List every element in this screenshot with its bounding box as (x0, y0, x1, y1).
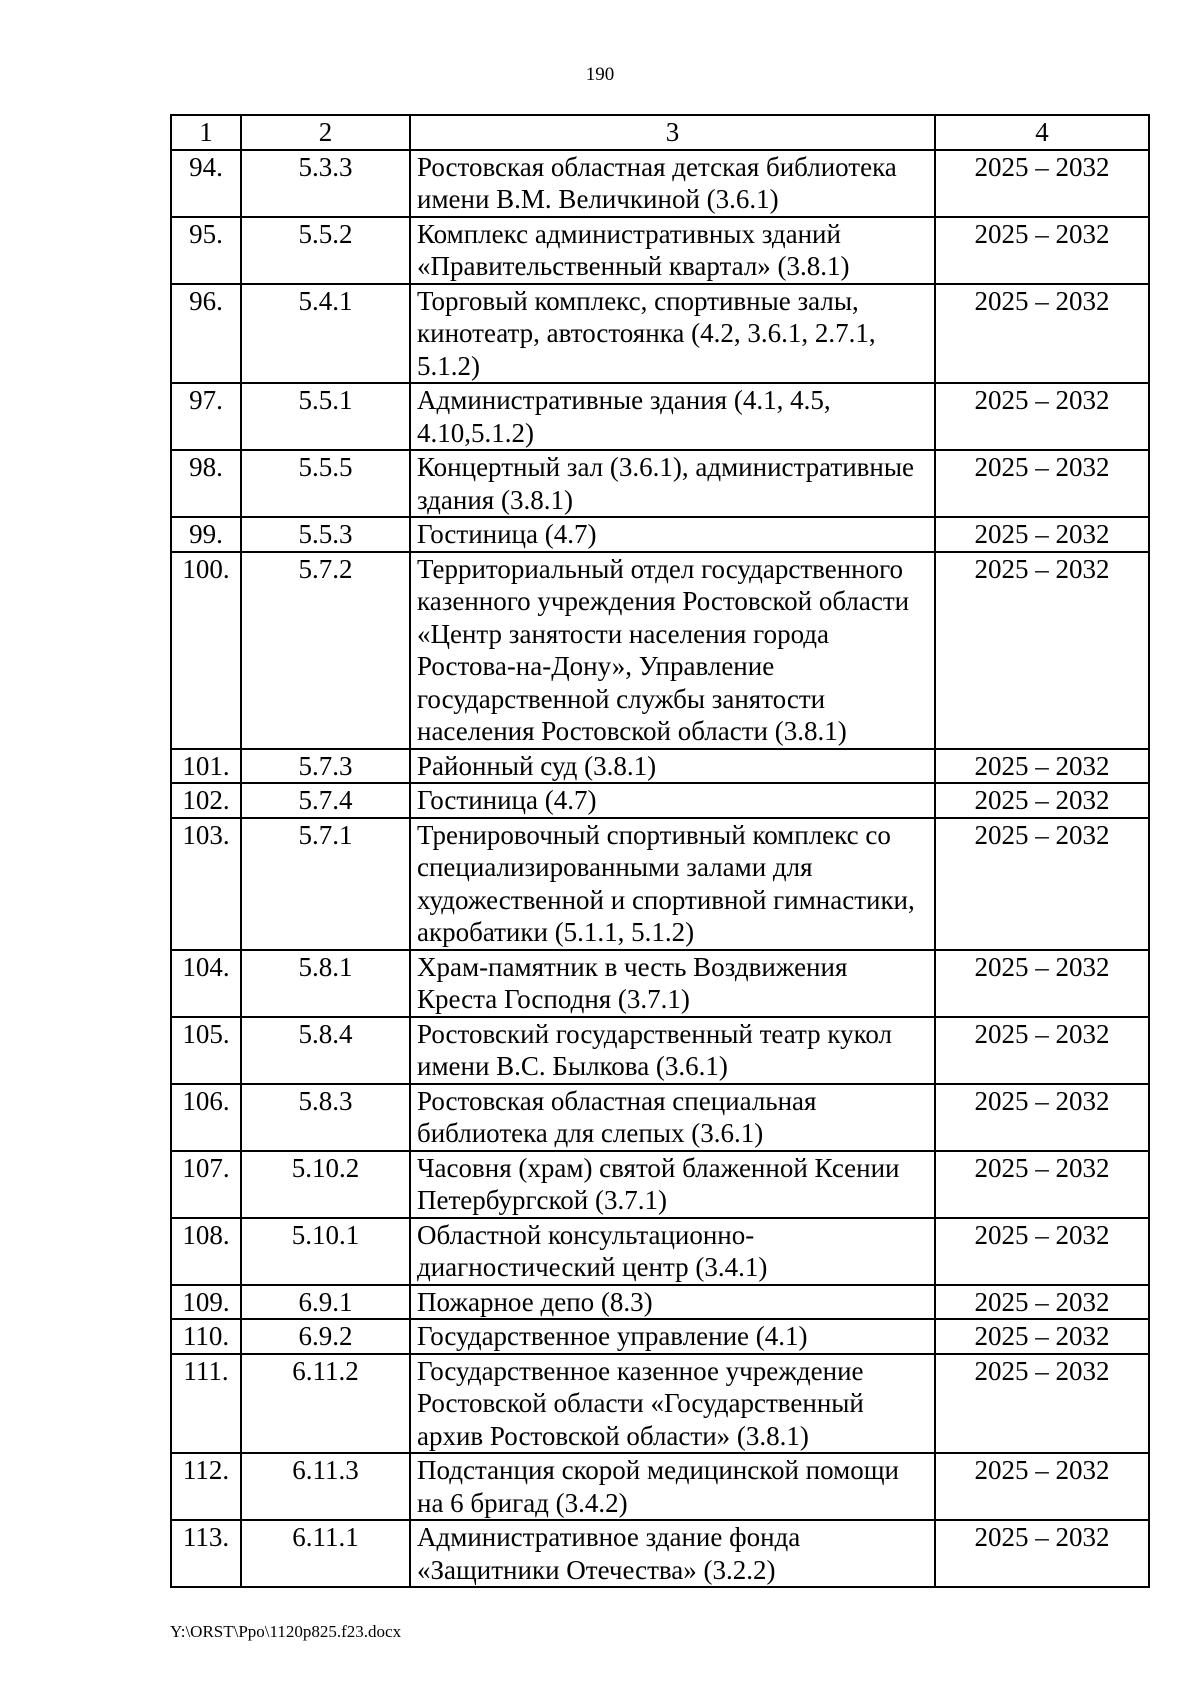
row-number: 112. (171, 1453, 241, 1520)
implementation-period: 2025 – 2032 (935, 552, 1149, 749)
table-row (171, 1017, 1149, 1084)
row-number: 101. (171, 749, 241, 784)
table-row (171, 1354, 1149, 1454)
row-number: 106. (171, 1084, 241, 1151)
table-row (171, 783, 1149, 818)
zone-code: 5.8.1 (241, 950, 410, 1017)
object-name: Подстанция скорой медицинской помощи на 6 бригад (3.4.2) (410, 1453, 935, 1520)
table-row (171, 818, 1149, 950)
row-number: 104. (171, 950, 241, 1017)
implementation-period: 2025 – 2032 (935, 150, 1149, 217)
implementation-period: 2025 – 2032 (935, 517, 1149, 552)
zone-code: 5.5.1 (241, 383, 410, 450)
row-number: 98. (171, 450, 241, 517)
table-row (171, 383, 1149, 450)
object-name: Пожарное депо (8.3) (410, 1285, 935, 1320)
implementation-period: 2025 – 2032 (935, 818, 1149, 950)
object-name: Гостиница (4.7) (410, 517, 935, 552)
row-number: 105. (171, 1017, 241, 1084)
table-row (171, 1520, 1149, 1587)
table-header-row (171, 115, 1149, 150)
table-row (171, 1285, 1149, 1320)
implementation-period: 2025 – 2032 (935, 1319, 1149, 1354)
table-row (171, 1453, 1149, 1520)
implementation-period: 2025 – 2032 (935, 749, 1149, 784)
object-name: Ростовский государственный театр кукол имени В.С. Былкова (3.6.1) (410, 1017, 935, 1084)
implementation-period: 2025 – 2032 (935, 217, 1149, 284)
table-row (171, 1319, 1149, 1354)
row-number: 107. (171, 1151, 241, 1218)
zone-code: 5.5.5 (241, 450, 410, 517)
zone-code: 5.7.4 (241, 783, 410, 818)
zone-code: 5.4.1 (241, 284, 410, 384)
row-number: 96. (171, 284, 241, 384)
implementation-period: 2025 – 2032 (935, 1453, 1149, 1520)
objects-table (170, 114, 1150, 1588)
row-number: 103. (171, 818, 241, 950)
object-name: Торговый комплекс, спортивные залы, кинотеатр, автостоянка (4.2, 3.6.1, 2.7.1, 5.1.2) (410, 284, 935, 384)
implementation-period: 2025 – 2032 (935, 1017, 1149, 1084)
implementation-period: 2025 – 2032 (935, 450, 1149, 517)
table-row (171, 217, 1149, 284)
implementation-period: 2025 – 2032 (935, 950, 1149, 1017)
implementation-period: 2025 – 2032 (935, 284, 1149, 384)
table-row (171, 1218, 1149, 1285)
implementation-period: 2025 – 2032 (935, 383, 1149, 450)
object-name: Комплекс административных зданий «Правительственный квартал» (3.8.1) (410, 217, 935, 284)
table-row (171, 284, 1149, 384)
object-name: Административное здание фонда «Защитники Отечества» (3.2.2) (410, 1520, 935, 1587)
implementation-period: 2025 – 2032 (935, 1151, 1149, 1218)
zone-code: 5.7.3 (241, 749, 410, 784)
object-name: Областной консультационно-диагностический центр (3.4.1) (410, 1218, 935, 1285)
row-number: 99. (171, 517, 241, 552)
object-name: Ростовская областная специальная библиотека для слепых (3.6.1) (410, 1084, 935, 1151)
table-row (171, 552, 1149, 749)
row-number: 109. (171, 1285, 241, 1320)
zone-code: 5.10.2 (241, 1151, 410, 1218)
object-name: Тренировочный спортивный комплекс со специализированными залами для художественной и спортивной гимнастики, акробатики (5.1.1, 5.1.2) (410, 818, 935, 950)
zone-code: 6.11.1 (241, 1520, 410, 1587)
zone-code: 6.11.2 (241, 1354, 410, 1454)
object-name: Гостиница (4.7) (410, 783, 935, 818)
zone-code: 6.11.3 (241, 1453, 410, 1520)
zone-code: 5.8.3 (241, 1084, 410, 1151)
object-name: Храм-памятник в честь Воздвижения Креста Господня (3.7.1) (410, 950, 935, 1017)
table-row (171, 1084, 1149, 1151)
row-number: 102. (171, 783, 241, 818)
zone-code: 5.7.2 (241, 552, 410, 749)
implementation-period: 2025 – 2032 (935, 1520, 1149, 1587)
page-number: 190 (585, 64, 615, 85)
row-number: 110. (171, 1319, 241, 1354)
zone-code: 5.10.1 (241, 1218, 410, 1285)
table-row (171, 517, 1149, 552)
object-name: Административные здания (4.1, 4.5, 4.10,5.1.2) (410, 383, 935, 450)
implementation-period: 2025 – 2032 (935, 1354, 1149, 1454)
table-body (171, 115, 1149, 1587)
header-cell-3: 3 (410, 115, 935, 150)
implementation-period: 2025 – 2032 (935, 1084, 1149, 1151)
implementation-period: 2025 – 2032 (935, 1218, 1149, 1285)
row-number: 94. (171, 150, 241, 217)
table-row (171, 150, 1149, 217)
table-row (171, 950, 1149, 1017)
zone-code: 6.9.1 (241, 1285, 410, 1320)
object-name: Государственное казенное учреждение Ростовской области «Государственный архив Ростовской области» (3.8.1) (410, 1354, 935, 1454)
table-row (171, 450, 1149, 517)
row-number: 97. (171, 383, 241, 450)
zone-code: 5.7.1 (241, 818, 410, 950)
row-number: 100. (171, 552, 241, 749)
row-number: 95. (171, 217, 241, 284)
table-row (171, 1151, 1149, 1218)
footer-file-path: Y:\ORST\Ppo\1120p825.f23.docx (170, 1622, 402, 1641)
zone-code: 5.3.3 (241, 150, 410, 217)
zone-code: 5.5.3 (241, 517, 410, 552)
header-cell-2: 2 (241, 115, 410, 150)
object-name: Районный суд (3.8.1) (410, 749, 935, 784)
header-cell-1: 1 (171, 115, 241, 150)
row-number: 113. (171, 1520, 241, 1587)
row-number: 111. (171, 1354, 241, 1454)
object-name: Часовня (храм) святой блаженной Ксении Петербургской (3.7.1) (410, 1151, 935, 1218)
object-name: Территориальный отдел государственного казенного учреждения Ростовской области «Центр занятости населения города Ростова-на-Дону», Управление государственной службы занятости населения Ростовской области (3.8.1) (410, 552, 935, 749)
header-cell-4: 4 (935, 115, 1149, 150)
object-name: Государственное управление (4.1) (410, 1319, 935, 1354)
zone-code: 5.5.2 (241, 217, 410, 284)
object-name: Концертный зал (3.6.1), административные здания (3.8.1) (410, 450, 935, 517)
table-row (171, 749, 1149, 784)
implementation-period: 2025 – 2032 (935, 1285, 1149, 1320)
row-number: 108. (171, 1218, 241, 1285)
zone-code: 6.9.2 (241, 1319, 410, 1354)
object-name: Ростовская областная детская библиотека имени В.М. Величкиной (3.6.1) (410, 150, 935, 217)
zone-code: 5.8.4 (241, 1017, 410, 1084)
implementation-period: 2025 – 2032 (935, 783, 1149, 818)
